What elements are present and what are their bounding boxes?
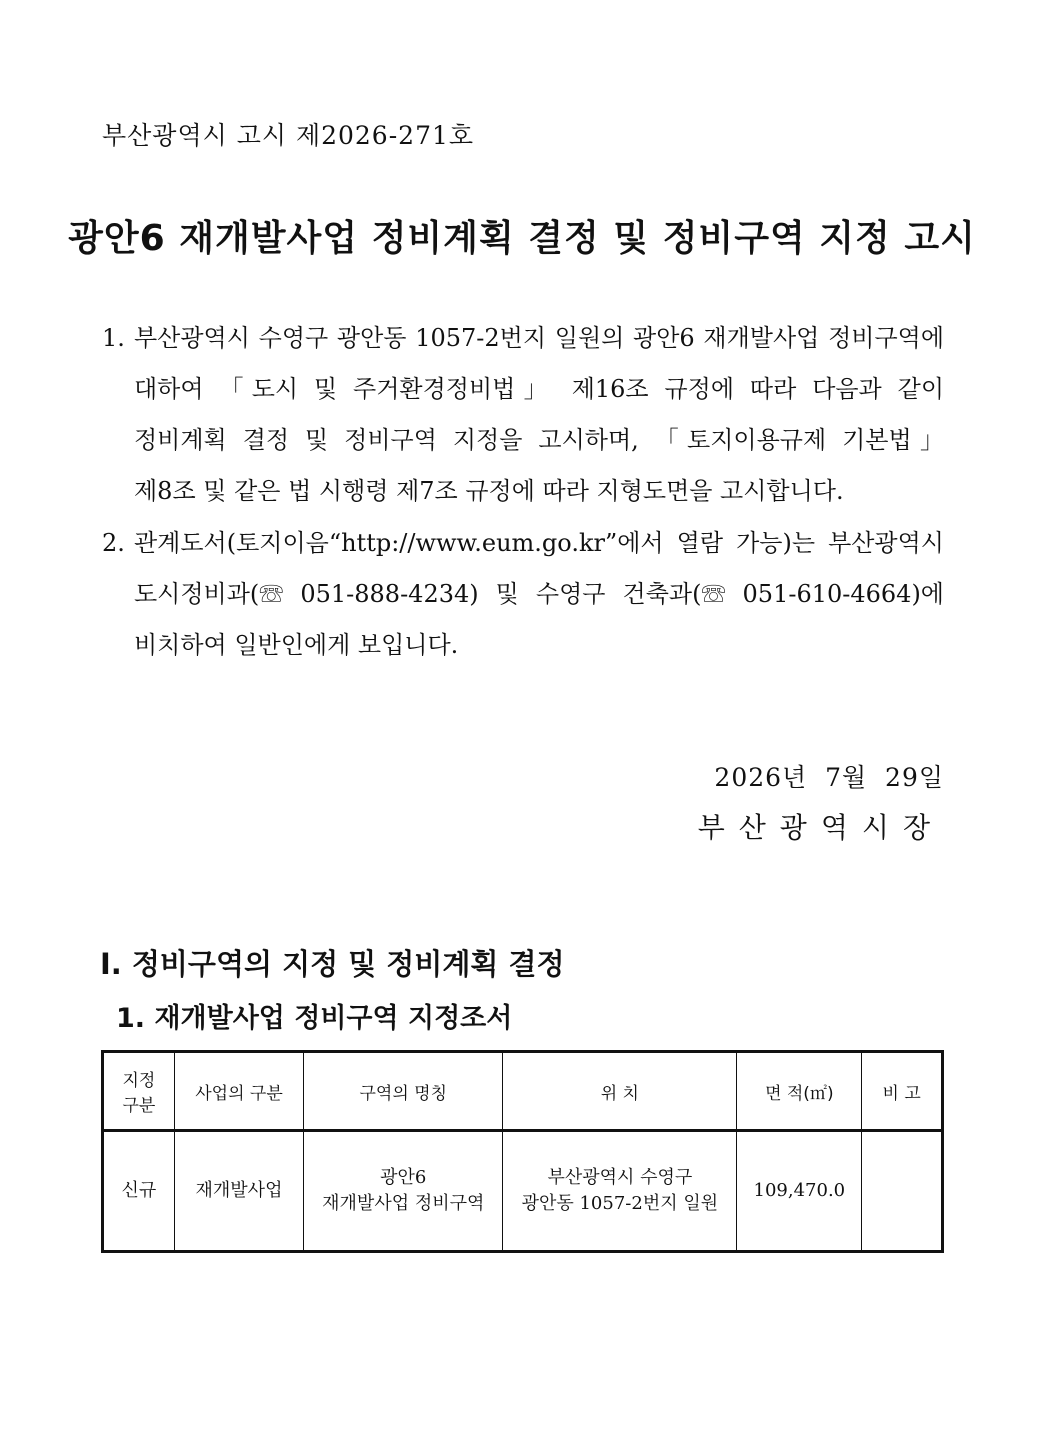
paragraph-1-line: 대하여 「도시 및 주거환경정비법」 제16조 규정에 따라 다음과 같이 bbox=[134, 375, 944, 403]
notice-date: 2026년 7월 29일 bbox=[714, 763, 944, 792]
cell-designation-type: 신규 bbox=[103, 1131, 175, 1252]
paragraph-1-line: 정비계획 결정 및 정비구역 지정을 고시하며, 「토지이용규제 기본법」 bbox=[134, 426, 944, 454]
paragraph-1 bbox=[102, 313, 944, 517]
cell-district-name: 광안6 재개발사업 정비구역 bbox=[304, 1131, 503, 1252]
header-remarks: 비 고 bbox=[862, 1052, 943, 1131]
header-designation-type: 지정 구분 bbox=[103, 1052, 175, 1131]
paragraph-2-line: 관계도서(토지이음“http://www.eum.go.kr”에서 열람 가능)는 부산광역시 bbox=[134, 529, 944, 557]
section-heading: I. 정비구역의 지정 및 정비계획 결정 bbox=[100, 947, 565, 981]
paragraph-2-line: 비치하여 일반인에게 보입니다. bbox=[134, 631, 459, 659]
paragraph-2-number: 2. bbox=[102, 529, 125, 557]
paragraph-1-line: 부산광역시 수영구 광안동 1057-2번지 일원의 광안6 재개발사업 정비구역에 bbox=[134, 324, 944, 352]
subsection-heading: 1. 재개발사업 정비구역 지정조서 bbox=[116, 1003, 513, 1034]
designation-table bbox=[101, 1050, 944, 1253]
table-header-row bbox=[103, 1052, 943, 1131]
header-location: 위 치 bbox=[503, 1052, 737, 1131]
paragraph-1-line: 제8조 및 같은 법 시행령 제7조 규정에 따라 지형도면을 고시합니다. bbox=[134, 477, 844, 505]
header-area: 면 적(㎡) bbox=[737, 1052, 862, 1131]
header-project-type: 사업의 구분 bbox=[174, 1052, 303, 1131]
cell-location: 부산광역시 수영구 광안동 1057-2번지 일원 bbox=[503, 1131, 737, 1252]
cell-remarks bbox=[862, 1131, 943, 1252]
cell-project-type: 재개발사업 bbox=[174, 1131, 303, 1252]
paragraph-2 bbox=[102, 518, 944, 671]
table-row bbox=[103, 1131, 943, 1252]
page-title: 광안6 재개발사업 정비계획 결정 및 정비구역 지정 고시 bbox=[68, 218, 976, 259]
signer-name: 부산광역시장 bbox=[697, 811, 944, 844]
paragraph-2-line: 도시정비과(☏ 051-888-4234) 및 수영구 건축과(☏ 051-610-4664)에 bbox=[134, 580, 944, 608]
paragraph-1-number: 1. bbox=[102, 324, 125, 352]
notice-number: 부산광역시 고시 제2026-271호 bbox=[102, 121, 475, 150]
header-district-name: 구역의 명칭 bbox=[304, 1052, 503, 1131]
cell-area: 109,470.0 bbox=[737, 1131, 862, 1252]
